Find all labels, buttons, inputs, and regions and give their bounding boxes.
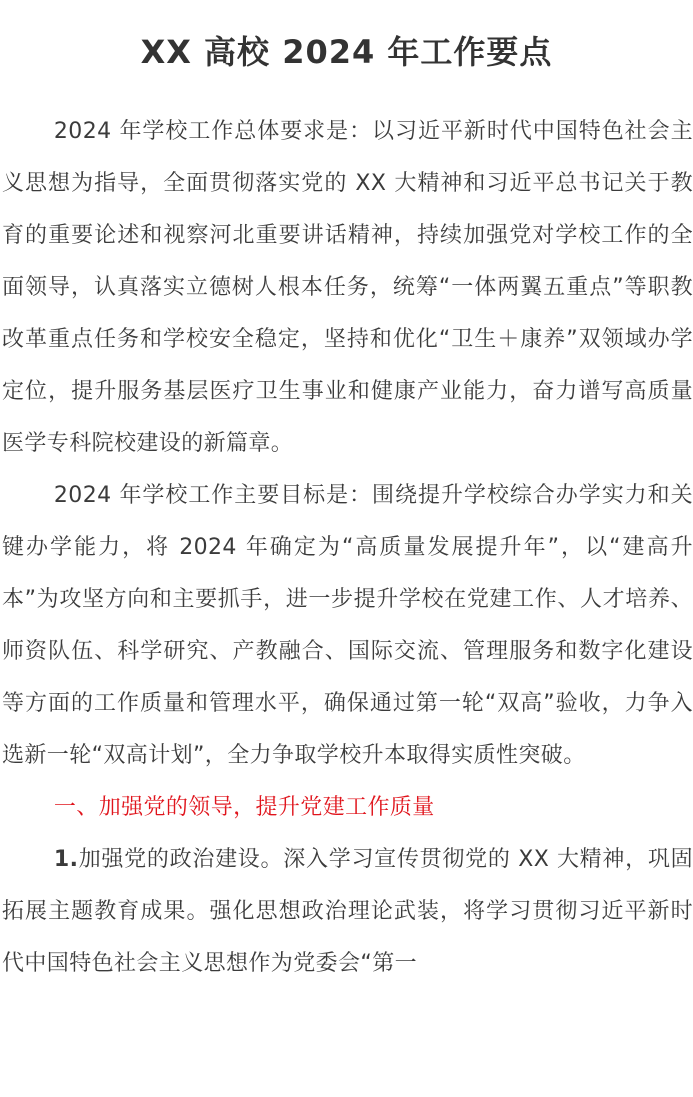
- document-body: [2, 106, 693, 990]
- item-number: 1.: [53, 847, 79, 872]
- item-paragraph: [2, 834, 693, 990]
- title-prefix: XX: [140, 33, 192, 71]
- document-title: [0, 28, 693, 76]
- item-text: 加强党的政治建设。深入学习宣传贯彻党的 XX 大精神，巩固拓展主题教育成果。强化思想政治理论武装，将学习贯彻习近平新时代中国特色社会主义思想作为党委会“第一: [2, 847, 693, 976]
- paragraph-main-goals: 2024 年学校工作主要目标是：围绕提升学校综合办学实力和关键办学能力，将 2024 年确定为“高质量发展提升年”，以“建高升本”为攻坚方向和主要抓手，进一步提升学校在党建工作、人才培养、师资队伍、科学研究、产教融合、国际交流、管理服务和数字化建设等方面的工作质量和管理水平，确保通过第一轮“双高”验收，力争入选新一轮“双高计划”，全力争取学校升本取得实质性突破。: [2, 483, 693, 768]
- title-suffix: 年工作要点: [387, 33, 553, 71]
- section-heading: 一、加强党的领导，提升党建工作质量: [53, 795, 435, 820]
- title-year: 2024: [282, 33, 376, 71]
- title-school: 高校: [204, 33, 271, 71]
- paragraph-general-requirements: 2024 年学校工作总体要求是：以习近平新时代中国特色社会主义思想为指导，全面贯彻落实党的 XX 大精神和习近平总书记关于教育的重要论述和视察河北重要讲话精神，持续加强党对学校工作的全面领导，认真落实立德树人根本任务，统筹“一体两翼五重点”等职教改革重点任务和学校安全稳定，坚持和优化“卫生＋康养”双领域办学定位，提升服务基层医疗卫生事业和健康产业能力，奋力谱写高质量医学专科院校建设的新篇章。: [2, 119, 693, 456]
